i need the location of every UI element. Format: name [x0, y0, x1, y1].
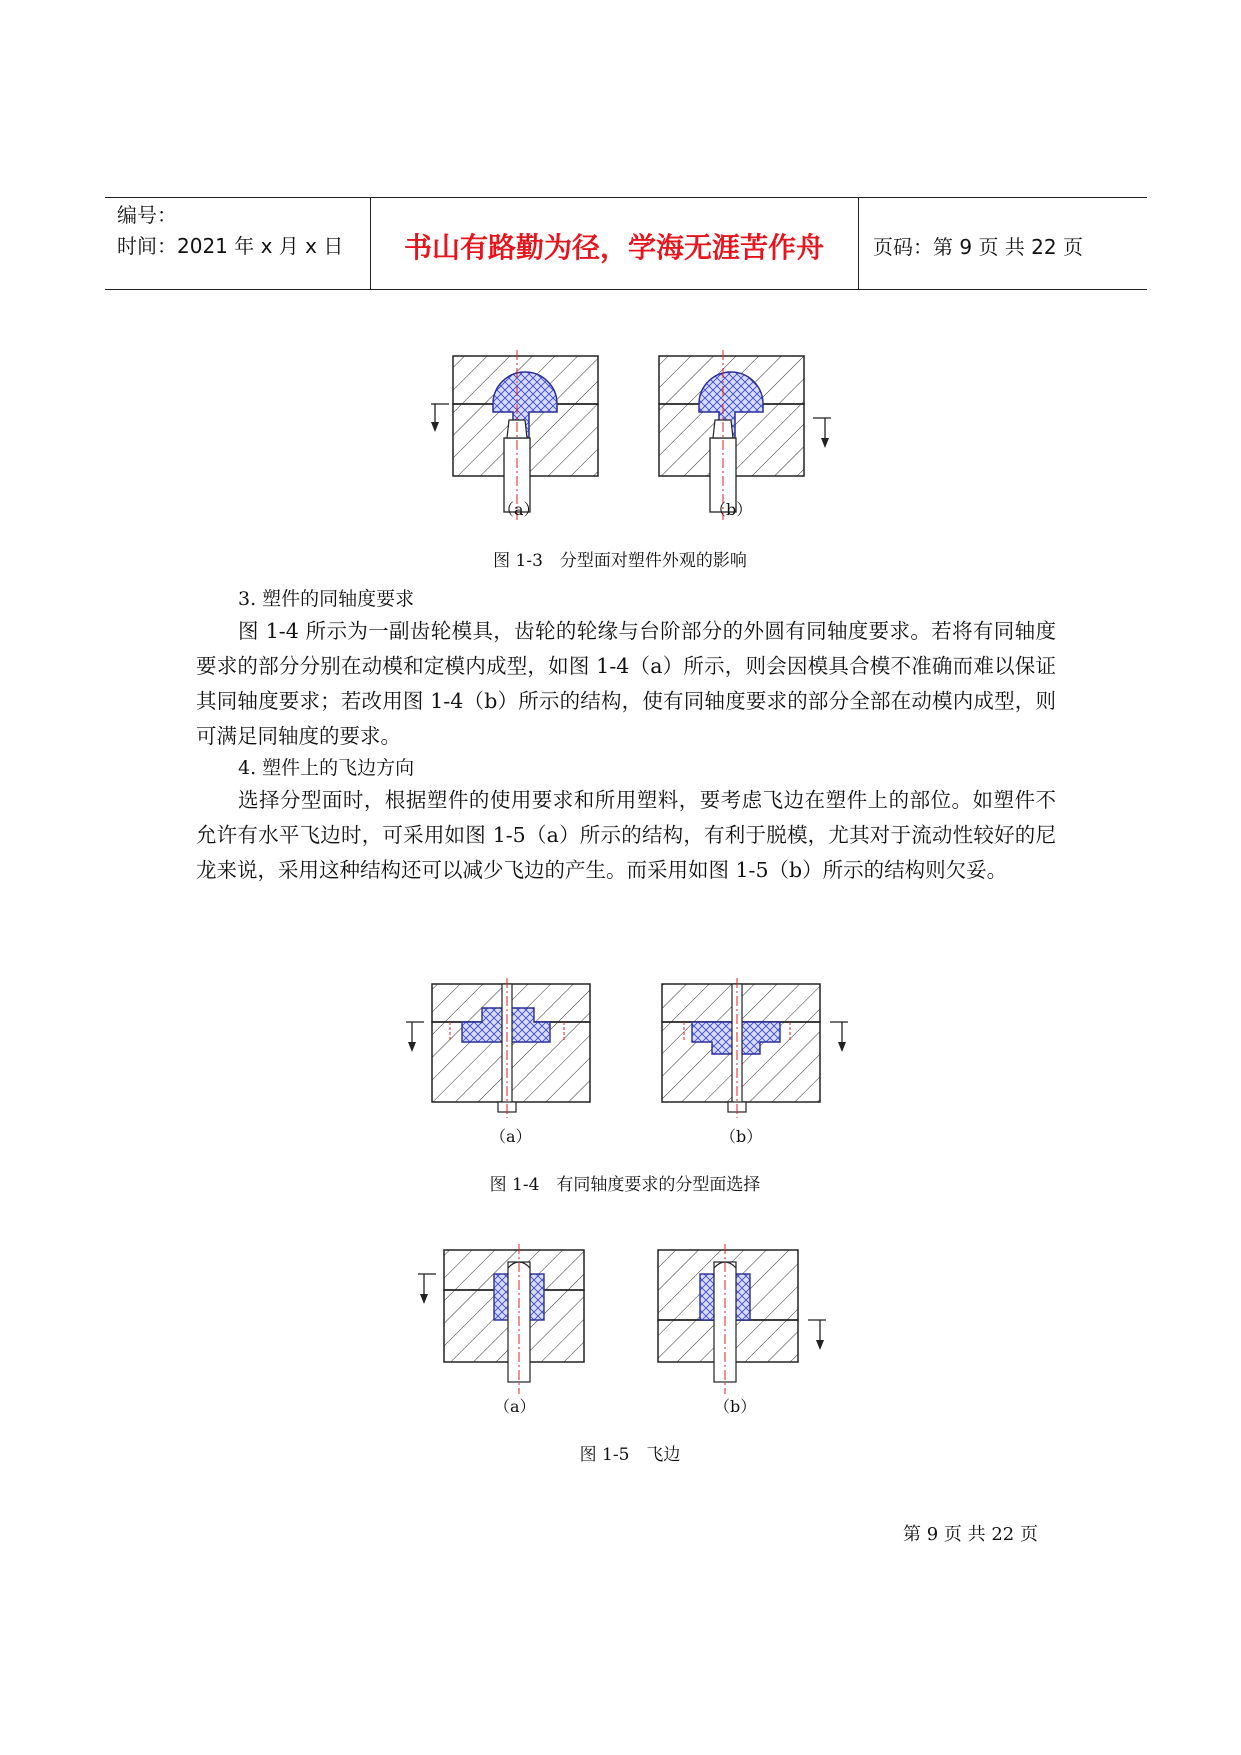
header-divider-right	[858, 197, 859, 289]
footer-page-number: 第 9 页 共 22 页	[903, 1524, 1038, 1545]
figure-1-3-label-b: （b）	[710, 500, 753, 519]
header-number: 编号：	[117, 203, 177, 227]
figure-1-4-caption: 图 1-4 有同轴度要求的分型面选择	[489, 1175, 761, 1195]
figure-1-5-label-b: （b）	[714, 1397, 757, 1416]
figure-1-5-caption: 图 1-5 飞边	[579, 1445, 681, 1465]
header-bottom-rule	[105, 289, 1147, 290]
figure-1-3-b-drawing	[659, 350, 831, 520]
figure-1-5-b-drawing	[658, 1244, 826, 1394]
figure-1-3-label-a: （a）	[498, 500, 540, 519]
figure-1-3-caption: 图 1-3 分型面对塑件外观的影响	[493, 551, 747, 571]
figure-1-3-a-drawing	[431, 350, 598, 520]
header-top-rule	[105, 197, 1147, 198]
section-4-heading: 4. 塑件上的飞边方向	[238, 757, 415, 779]
figure-1-4-a-drawing	[406, 978, 590, 1118]
figure-1-5-a-drawing	[418, 1244, 584, 1394]
figure-1-4	[398, 978, 868, 1118]
header-page: 页码：第 9 页 共 22 页	[873, 235, 1083, 259]
header-motto: 书山有路勤为径，学海无涯苦作舟	[403, 231, 824, 264]
section-4-paragraph: 选择分型面时，根据塑件的使用要求和所用塑料，要考虑飞边在塑件上的部位。如塑件不允许有水平飞边时，可采用如图 1-5（a）所示的结构，有利于脱模，尤其对于流动性较好的尼龙来说，采用这种结构还可以减少飞边的产生。而采用如图 1-5（b）所示的结构则欠妥。	[196, 788, 1056, 882]
header-time: 时间：2021 年 x 月 x 日	[117, 234, 344, 258]
figure-1-4-label-a: （a）	[490, 1127, 532, 1146]
figure-1-3	[425, 350, 845, 510]
figure-1-5-label-a: （a）	[494, 1397, 536, 1416]
figure-1-5	[410, 1244, 850, 1394]
section-3-paragraph: 图 1-4 所示为一副齿轮模具，齿轮的轮缘与台阶部分的外圆有同轴度要求。若将有同轴度要求的部分分别在动模和定模内成型，如图 1-4（a）所示，则会因模具合模不准确而难以保证其同轴度要求；若改用图 1-4（b）所示的结构，使有同轴度要求的部分全部在动模内成型，则可满足同轴度的要求。	[196, 619, 1056, 748]
figure-1-4-label-b: （b）	[720, 1127, 763, 1146]
figure-1-4-b-drawing	[662, 978, 848, 1118]
section-3-heading: 3. 塑件的同轴度要求	[238, 588, 415, 610]
